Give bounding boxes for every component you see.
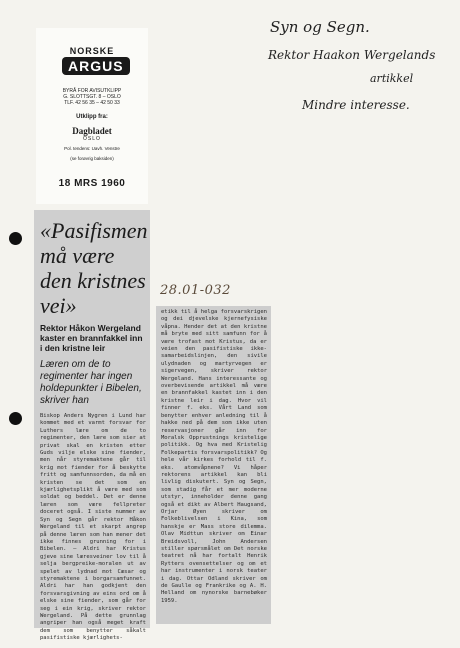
agency-phone: TLF. 42 56 35 – 42 50 33: [64, 100, 120, 106]
article-headline: «Pasifismen må være den kristnes vei»: [40, 218, 148, 318]
political-note: Pol. tendens: Uavh. Venstre: [64, 146, 120, 151]
political-note-detail: (se forøvrig baksiden): [70, 156, 114, 161]
newspaper-name: Dagbladet: [72, 126, 112, 136]
agency-address: G. SLOTTSGT. 8 – OSLO: [63, 94, 121, 100]
clipping-date: 18 MRS 1960: [58, 178, 126, 189]
argus-logo: [62, 46, 122, 88]
utklipp-label: Utklipp fra:: [76, 114, 108, 120]
newspaper-city: OSLO: [83, 136, 101, 142]
article-clipping-left: [34, 210, 150, 642]
archive-reference: 28.01-032: [160, 283, 231, 298]
punch-hole: [9, 412, 22, 425]
handwritten-note: artikkel: [370, 72, 414, 85]
handwritten-note: Rektor Haakon Wergelands: [268, 48, 436, 62]
article-ingress: Læren om de to regimenter har ingen holdepunkter i Bibelen, skriver han: [40, 359, 142, 406]
clipping-agency-stamp: [36, 28, 148, 204]
logo-top-text: NORSKE: [69, 46, 115, 56]
article-clipping-right: [156, 306, 271, 624]
handwritten-note: Mindre interesse.: [302, 98, 410, 112]
agency-name: BYRÅ FOR AVISUTKLIPP: [62, 88, 122, 94]
logo-main-text: ARGUS: [62, 57, 130, 75]
article-body-left: Biskop Anders Nygren i Lund har kommet med et varmt forsvar for Luthers lære om de to regimenter, den lære som sier at privat skal en kristen etter Guds vilje elske sine fiender, men når styremaktene går til krig mot fiender for å beskytte fritt og samfunnsorden, da må en kristen se det som en kjærlighetsplikt å være med som soldat og beddel. Det er denne læren som være fellpreter doceret også. I siste nummer av Syn og Segn går rektor Håkon Wergeland til et skarpt angrep på denne læren som han mener det ikke finnes grunning for i Bibelen. — Aldri har Kristus gjeve sine læresveiner lov til å selja bergpreike-moralen ut av spelet av lydnad mot Cæsar og styremaktene i borgarsamfunnet. Aldri har han godkjent den forsvarsgivning av eins ord om å elske sine fiender, som går for seg i ein krig, skriver rektor Wergeland. På dette grunnlag angriper han også meget kraft dem som benytter såkalt pasifistiske kjærlighets-: [40, 413, 146, 642]
punch-hole: [9, 232, 22, 245]
handwritten-title: Syn og Segn.: [270, 18, 370, 36]
article-body-right: etikk til å helga forsvarskrigen og dei djevelske kjernefysiske våpna. Hender det at den kristne må bryte med sitt samfunn for å være trofast mot Kristus, da er veien den pasifistiske ikke-samarbeidslinjen, den sivile ulydnaden og martyrvegen er sigervegen, skriver rektor Wergeland. Hans interessante og overbevisende artikkel må være en brannfakkel kastet inn i den kristne leir i dag. Hvor vil finner f. eks. Vårt Land som benytter enhver anledning til å hakke ned på dem som ikke uten reservasjoner går inn for Moralsk Opprustnings kristelige politikk. Og hva med Kristelig Folkepartis forsvarspolitikk? Og hele vår kirkes forhold til f. eks. atomvåpnene? Vi håper rektorens artikkel kan bli livlig diskutert. Syn og Segn, som stadig får et mer moderne utstyr, inneholder denne gang også et dikt av Albert Haugsand, Orjar Øyen skriver om Folkeblivelsen i Kina, som hanskje er Mass store dilemma. Olav Midttun skriver om Einar Breidsvoll, John Andersen stiller spørsmålet om Det norske teatret nå har fortalt Henrik Rytters ovensettelser og om et har instrumenter i norsk teater i dag. Ottar Odland skriver om de Gaulle og Frankrike og A. H. Helland om nynorske barnebøker 1959.: [161, 309, 267, 604]
article-subheadline: Rektor Håkon Wergeland kaster en brannfakkel inn i den kristne leir: [40, 323, 143, 353]
